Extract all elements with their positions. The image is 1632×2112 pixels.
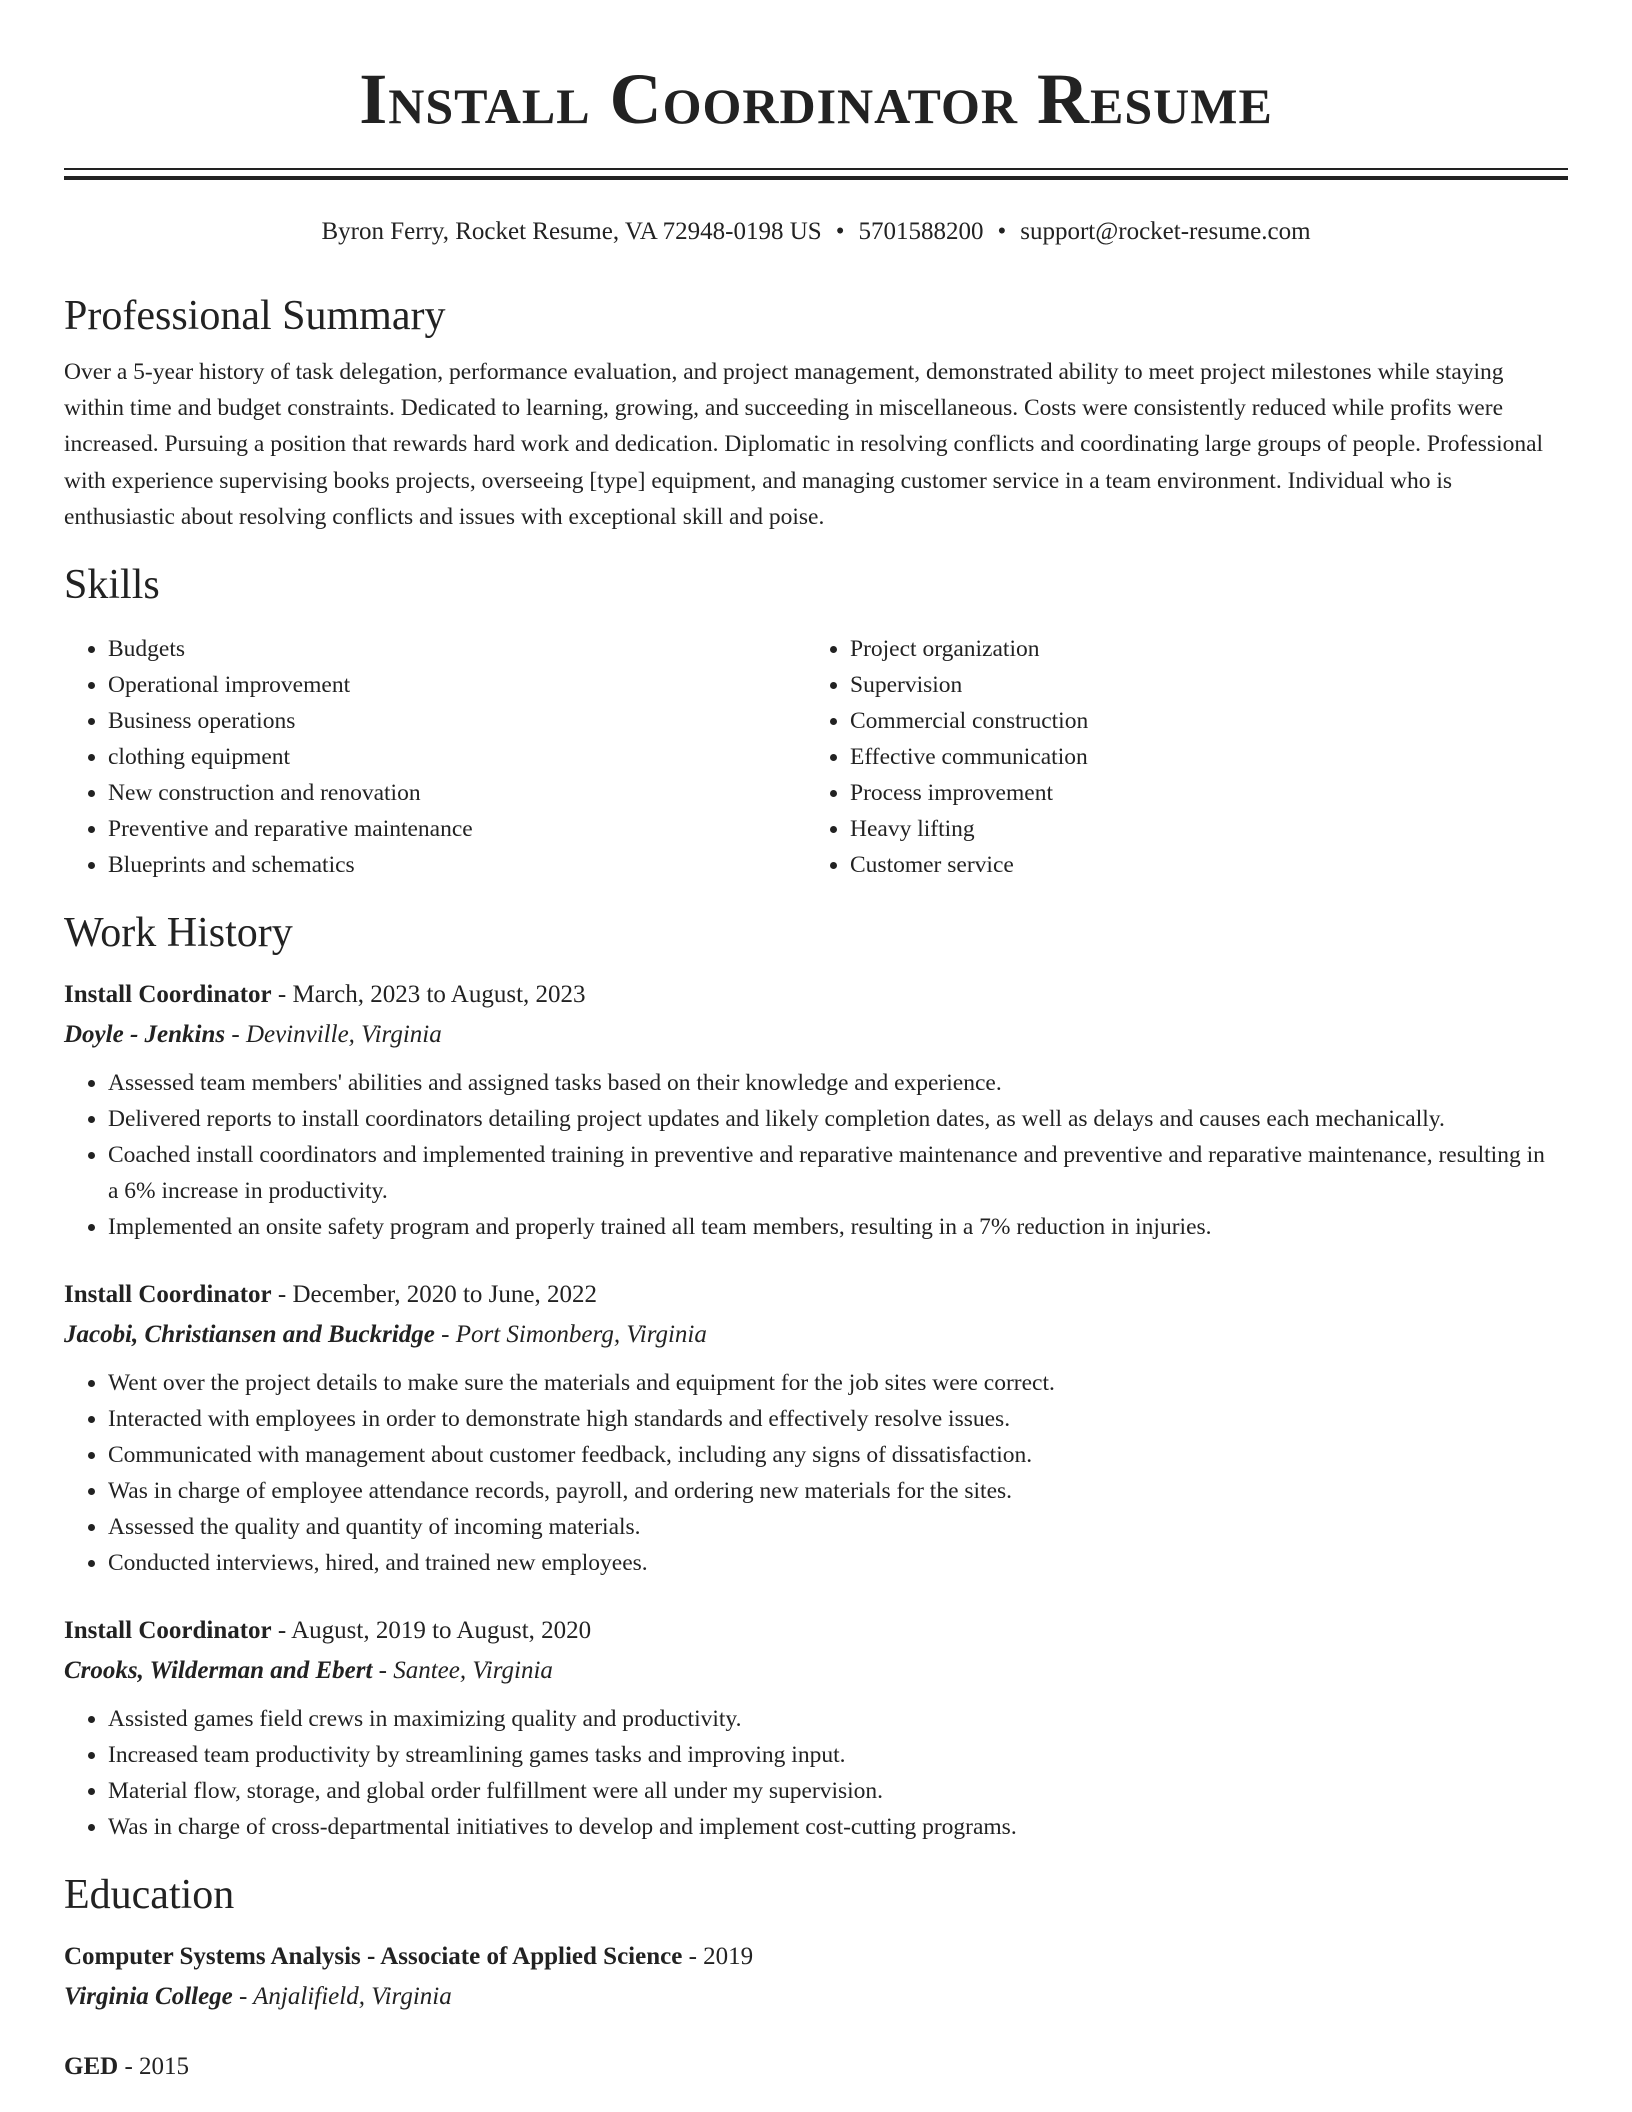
job-bullet: • Assessed the quality and quantity of incoming materials. xyxy=(108,1509,1568,1545)
skill-item: • Budgets xyxy=(108,631,806,667)
education-location: Anjalifield, Virginia xyxy=(253,1983,452,2011)
skill-item: • New construction and renovation xyxy=(108,775,806,811)
skill-item: • Process improvement xyxy=(850,775,1548,811)
skill-item: • clothing equipment xyxy=(108,739,806,775)
contact-address: Byron Ferry, Rocket Resume, VA 72948-0198 US xyxy=(321,218,822,245)
skills-list xyxy=(64,631,1568,883)
skill-item: • Blueprints and schematics xyxy=(108,847,806,883)
job-bullet: • Conducted interviews, hired, and trained new employees. xyxy=(108,1545,1568,1581)
job-title: Install Coordinator xyxy=(64,1617,272,1645)
contact-phone: 5701588200 xyxy=(858,218,984,245)
skill-item: • Business operations xyxy=(108,703,806,739)
education-entry: GED - 2015 xyxy=(64,2053,190,2081)
job-dates: August, 2019 to August, 2020 xyxy=(291,1617,592,1645)
job-company-line: Doyle - Jenkins - Devinville, Virginia xyxy=(64,1021,442,1049)
education-degree: Computer Systems Analysis - Associate of Applied Science xyxy=(64,1943,683,1971)
job-bullet: • Went over the project details to make sure the materials and equipment for the job sites were correct. xyxy=(108,1365,1568,1401)
summary-heading: Professional Summary xyxy=(64,293,446,339)
skill-item: • Operational improvement xyxy=(108,667,806,703)
skill-item: • Commercial construction xyxy=(850,703,1548,739)
job-header: Install Coordinator - December, 2020 to June, 2022 xyxy=(64,1281,597,1309)
job-company: Jacobi, Christiansen and Buckridge xyxy=(64,1321,435,1349)
job-bullet: • Material flow, storage, and global order fulfillment were all under my supervision. xyxy=(108,1773,1568,1809)
skill-item: • Heavy lifting xyxy=(850,811,1548,847)
job-bullets xyxy=(64,1065,1568,1245)
skill-item: • Customer service xyxy=(850,847,1548,883)
skill-item: • Project organization xyxy=(850,631,1548,667)
skill-item: • Effective communication xyxy=(850,739,1548,775)
education-entry xyxy=(64,1937,1568,2017)
job-bullet: • Increased team productivity by streamlining games tasks and improving input. xyxy=(108,1737,1568,1773)
job-dates: March, 2023 to August, 2023 xyxy=(292,981,586,1009)
job-company: Doyle - Jenkins xyxy=(64,1021,226,1049)
skill-item: • Supervision xyxy=(850,667,1548,703)
job-header: Install Coordinator - March, 2023 to August, 2023 xyxy=(64,981,586,1009)
education-header: Computer Systems Analysis - Associate of Applied Science - 2019 xyxy=(64,1943,754,1971)
skills-heading: Skills xyxy=(64,562,160,609)
job-bullet: • Was in charge of cross-departmental initiatives to develop and implement cost-cutting programs. xyxy=(108,1809,1568,1845)
contact-line xyxy=(64,216,1568,248)
contact-email: support@rocket-resume.com xyxy=(1020,218,1311,245)
job-company-line: Jacobi, Christiansen and Buckridge - Port Simonberg, Virginia xyxy=(64,1321,707,1349)
skills-column-right xyxy=(806,631,1548,883)
education-year: 2015 xyxy=(139,2053,190,2081)
job-bullet: • Was in charge of employee attendance records, payroll, and ordering new materials for the sites. xyxy=(108,1473,1568,1509)
job-bullet: • Coached install coordinators and implemented training in preventive and reparative maintenance and preventive and reparative maintenance, resulting in a 6% increase in productivity. xyxy=(108,1137,1568,1209)
job-entry xyxy=(64,975,1568,1245)
job-location: Port Simonberg, Virginia xyxy=(455,1321,707,1349)
job-bullet: • Assisted games field crews in maximizing quality and productivity. xyxy=(108,1701,1568,1737)
job-bullets xyxy=(64,1365,1568,1581)
job-location: Devinville, Virginia xyxy=(245,1021,442,1049)
job-title: Install Coordinator xyxy=(64,981,272,1009)
job-title: Install Coordinator xyxy=(64,1281,272,1309)
resume-title: Install Coordinator Resume xyxy=(359,59,1273,139)
job-bullet: • Implemented an onsite safety program and properly trained all team members, resulting in a 7% reduction in injuries. xyxy=(108,1209,1568,1245)
job-entry xyxy=(64,1275,1568,1581)
job-company: Crooks, Wilderman and Ebert xyxy=(64,1657,373,1685)
skills-column-left xyxy=(64,631,806,883)
job-entry xyxy=(64,1611,1568,1845)
education-school: Virginia College xyxy=(64,1983,233,2011)
job-bullet: • Assessed team members' abilities and assigned tasks based on their knowledge and experience. xyxy=(108,1065,1568,1101)
contact-separator: • xyxy=(997,218,1007,245)
work-history-heading: Work History xyxy=(64,910,293,957)
job-header: Install Coordinator - August, 2019 to August, 2020 xyxy=(64,1617,592,1645)
title-rule-thin xyxy=(64,168,1568,170)
job-bullet: • Delivered reports to install coordinators detailing project updates and likely completion dates, as well as delays and causes each mechanically. xyxy=(108,1101,1568,1137)
job-dates: December, 2020 to June, 2022 xyxy=(292,1281,597,1309)
job-bullets xyxy=(64,1701,1568,1845)
job-bullet: • Interacted with employees in order to demonstrate high standards and effectively resolve issues. xyxy=(108,1401,1568,1437)
job-bullet: • Communicated with management about customer feedback, including any signs of dissatisfaction. xyxy=(108,1437,1568,1473)
contact-separator: • xyxy=(835,218,845,245)
job-location: Santee, Virginia xyxy=(393,1657,553,1685)
job-company-line: Crooks, Wilderman and Ebert - Santee, Virginia xyxy=(64,1657,553,1685)
skill-item: • Preventive and reparative maintenance xyxy=(108,811,806,847)
education-heading: Education xyxy=(64,1872,235,1919)
title-rule-thick xyxy=(64,176,1568,180)
resume-page xyxy=(64,0,1568,2087)
education-school-line: Virginia College - Anjalifield, Virginia xyxy=(64,1983,452,2011)
summary-text: Over a 5-year history of task delegation, performance evaluation, and project management, demonstrated ability to meet project milestones while staying within time and budget constraints. Dedicated to learning, growing, and succeeding in miscellaneous. Costs were consistently reduced while profits were increased. Pursuing a position that rewards hard work and dedication. Diplomatic in resolving conflicts and coordinating large groups of people. Professional with experience supervising books projects, overseeing [type] equipment, and managing customer service in a team environment. Individual who is enthusiastic about resolving conflicts and issues with exceptional skill and poise. xyxy=(64,359,1544,530)
education-year: 2019 xyxy=(703,1943,754,1971)
education-degree: GED xyxy=(64,2053,119,2081)
